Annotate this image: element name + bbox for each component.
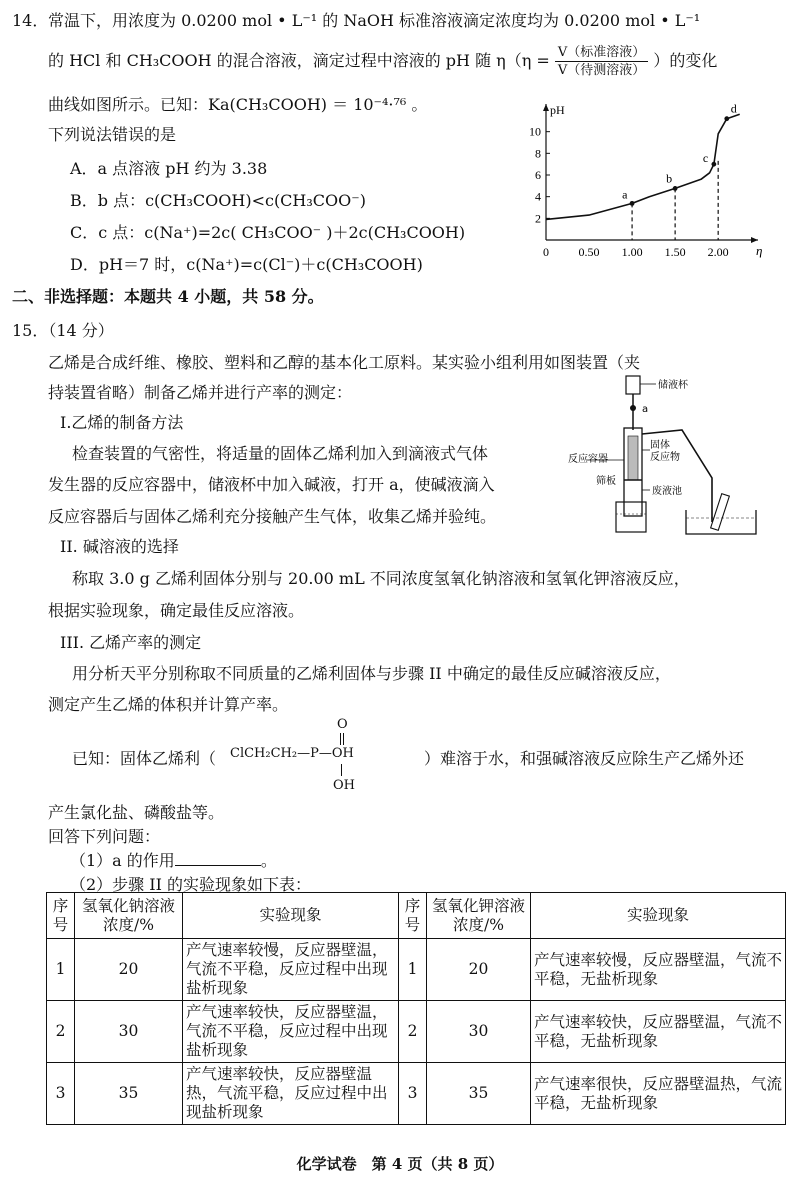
step1-line1: 检查装置的气密性，将适量的固体乙烯利加入到滴液式气体 bbox=[72, 444, 489, 463]
point-label-c: c bbox=[702, 151, 709, 166]
point-a bbox=[630, 201, 635, 206]
label-solid: 固体 bbox=[650, 440, 670, 451]
q15-intro-line1: 乙烯是合成纤维、橡胶、塑料和乙醇的基本化工原料。某实验小组利用如图装置（夹 bbox=[48, 353, 641, 372]
q14-line2 bbox=[48, 44, 717, 79]
chart-points bbox=[622, 102, 737, 240]
cell: 3 bbox=[47, 1063, 75, 1125]
cell: 产气速率较快，反应器壁温，气流不平稳，无盐析现象 bbox=[531, 1001, 786, 1063]
th-koh-conc: 氢氧化钾溶液浓度/% bbox=[427, 893, 531, 939]
x-tick-label: 1.00 bbox=[621, 245, 643, 259]
q14-line3: 曲线如图所示。已知：Ka(CH₃COOH) ＝ 10⁻⁴·⁷⁶ 。 bbox=[48, 95, 428, 114]
section2-heading: 二、非选择题：本题共 4 小题，共 58 分。 bbox=[12, 287, 324, 306]
ethephon-formula: ClCH₂CH₂—P—OH bbox=[230, 746, 354, 761]
point-label-b: b bbox=[666, 171, 673, 186]
chart-curve bbox=[546, 114, 740, 219]
point-label-d: d bbox=[730, 101, 737, 116]
y-axis-arrow bbox=[543, 104, 549, 111]
q14-option-c: C．c 点：c(Na⁺)=2c( CH₃COO⁻ )＋2c(CH₃COOH) bbox=[70, 223, 466, 242]
ph-titration-chart bbox=[520, 98, 770, 268]
step1-line2: 发生器的反应容器中，储液杯中加入碱液，打开 a，使碱液滴入 bbox=[48, 475, 495, 494]
q14-option-d: D．pH＝7 时，c(Na⁺)=c(Cl⁻)＋c(CH₃COOH) bbox=[70, 255, 423, 274]
apparatus-diagram bbox=[566, 372, 766, 538]
chart-ticks bbox=[529, 125, 729, 259]
liquid-cup-shape bbox=[626, 376, 640, 394]
th-koh-phenomenon: 实验现象 bbox=[531, 893, 786, 939]
label-valve-a: a bbox=[642, 404, 649, 415]
y-axis-label: pH bbox=[550, 103, 565, 117]
step2-line1: 称取 3.0 g 乙烯利固体分别与 20.00 mL 不同浓度氢氧化钠溶液和氢氧化钾溶液反应， bbox=[72, 569, 690, 588]
step1-line3: 反应容器后与固体乙烯利充分接触产生气体，收集乙烯并验纯。 bbox=[48, 507, 497, 526]
formula-top-o: O bbox=[337, 717, 348, 732]
q14-line1: 常温下，用浓度为 0.0200 mol • L⁻¹ 的 NaOH 标准溶液滴定浓度均为 0.0200 mol • L⁻¹ bbox=[48, 11, 701, 30]
cell: 35 bbox=[75, 1063, 183, 1125]
page-footer: 化学试卷 第 4 页（共 8 页） bbox=[296, 1155, 504, 1173]
cell: 20 bbox=[75, 939, 183, 1001]
label-liquid-cup: 储液杯 bbox=[658, 380, 688, 391]
cell: 产气速率较慢，反应器壁温，气流不平稳，反应过程中出现盐析现象 bbox=[183, 939, 399, 1001]
answer-blank[interactable] bbox=[175, 851, 261, 866]
known-post: ）难溶于水，和强碱溶液反应除生产乙烯外还 bbox=[424, 749, 745, 768]
point-c bbox=[711, 162, 716, 167]
sub-question-2: （2）步骤 II 的实验现象如下表： bbox=[70, 875, 311, 894]
known-line2: 产生氯化盐、磷酸盐等。 bbox=[48, 803, 225, 822]
eta-fraction bbox=[555, 44, 648, 79]
cell: 2 bbox=[47, 1001, 75, 1063]
y-tick-label: 10 bbox=[529, 124, 541, 139]
step2-title: II. 碱溶液的选择 bbox=[60, 537, 179, 556]
cell: 3 bbox=[399, 1063, 427, 1125]
q14-line4: 下列说法错误的是 bbox=[48, 125, 177, 144]
y-tick-label: 6 bbox=[535, 168, 541, 182]
formula-bond-up2 bbox=[343, 733, 344, 745]
x-tick-label: 1.50 bbox=[664, 245, 686, 259]
step1-title: I.乙烯的制备方法 bbox=[60, 413, 184, 432]
x-axis-label: η bbox=[756, 243, 763, 258]
formula-bond-down bbox=[341, 764, 342, 776]
point-label-a: a bbox=[622, 187, 628, 202]
q14-number: 14． bbox=[12, 11, 49, 30]
label-sieve-plate: 筛板 bbox=[596, 476, 616, 487]
cell: 产气速率较快，反应器壁温热，气流平稳，反应过程中出现盐析现象 bbox=[183, 1063, 399, 1125]
th-index-koh: 序号 bbox=[399, 893, 427, 939]
label-reactant: 反应物 bbox=[650, 452, 680, 463]
answer-intro: 回答下列问题： bbox=[48, 827, 161, 846]
sub1-pre: （1）a 的作用 bbox=[70, 851, 175, 870]
label-reaction-vessel: 反应容器 bbox=[568, 454, 608, 465]
cell: 产气速率很快，反应器壁温热，气流平稳，无盐析现象 bbox=[531, 1063, 786, 1125]
cell: 1 bbox=[399, 939, 427, 1001]
point-d bbox=[724, 116, 729, 121]
cell: 30 bbox=[427, 1001, 531, 1063]
cell: 产气速率较快，反应器壁温，气流不平稳，反应过程中出现盐析现象 bbox=[183, 1001, 399, 1063]
table-row bbox=[47, 1063, 786, 1125]
chart-axes bbox=[543, 103, 762, 258]
sub-question-1 bbox=[70, 848, 277, 871]
y-tick-label: 2 bbox=[535, 211, 541, 226]
collecting-tube-shape bbox=[711, 494, 730, 531]
y-tick-label: 4 bbox=[535, 189, 541, 204]
table-row bbox=[47, 939, 786, 1001]
sub1-post: 。 bbox=[260, 851, 277, 870]
point-b bbox=[673, 186, 678, 191]
label-waste-pool: 废液池 bbox=[652, 486, 682, 497]
th-naoh-conc: 氢氧化钠溶液浓度/% bbox=[75, 893, 183, 939]
known-pre: 已知：固体乙烯利（ bbox=[72, 749, 217, 768]
th-index-naoh: 序号 bbox=[47, 893, 75, 939]
q14-line2-post: ）的变化 bbox=[653, 51, 718, 70]
th-naoh-phenomenon: 实验现象 bbox=[183, 893, 399, 939]
table-header-row bbox=[47, 893, 786, 939]
valve-a-shape bbox=[630, 405, 636, 411]
table-row bbox=[47, 1001, 786, 1063]
y-tick-label: 8 bbox=[535, 146, 541, 161]
eta-numerator: V（标准溶液） bbox=[555, 44, 648, 62]
cell: 1 bbox=[47, 939, 75, 1001]
cell: 2 bbox=[399, 1001, 427, 1063]
q15-intro-line2: 持装置省略）制备乙烯并进行产率的测定： bbox=[48, 383, 353, 402]
x-tick-label: 0 bbox=[543, 245, 549, 259]
titration-curve bbox=[546, 114, 740, 219]
x-tick-label: 2.00 bbox=[707, 245, 729, 259]
q14-line2-pre: 的 HCl 和 CH₃COOH 的混合溶液，滴定过程中溶液的 pH 随 η（η = bbox=[48, 51, 550, 70]
eta-denominator: V（待测溶液） bbox=[557, 63, 646, 78]
q14-option-a: A．a 点溶液 pH 约为 3.38 bbox=[70, 159, 268, 178]
q15-header: 15．（14 分） bbox=[12, 321, 114, 340]
q14-option-b: B．b 点：c(CH₃COOH)<c(CH₃COO⁻) bbox=[70, 191, 366, 210]
experiment-table bbox=[46, 892, 786, 1125]
formula-bond-up bbox=[340, 733, 341, 745]
step3-line2: 测定产生乙烯的体积并计算产率。 bbox=[48, 695, 289, 714]
cell: 20 bbox=[427, 939, 531, 1001]
step3-line1: 用分析天平分别称取不同质量的乙烯利固体与步骤 II 中确定的最佳反应碱溶液反应， bbox=[72, 664, 671, 683]
step3-title: III. 乙烯产率的测定 bbox=[60, 633, 202, 652]
x-tick-label: 0.50 bbox=[578, 245, 600, 259]
formula-bottom-oh: OH bbox=[333, 778, 355, 793]
cell: 35 bbox=[427, 1063, 531, 1125]
cell: 30 bbox=[75, 1001, 183, 1063]
cell: 产气速率较慢，反应器壁温，气流不平稳，无盐析现象 bbox=[531, 939, 786, 1001]
step2-line2: 根据实验现象，确定最佳反应溶液。 bbox=[48, 601, 305, 620]
